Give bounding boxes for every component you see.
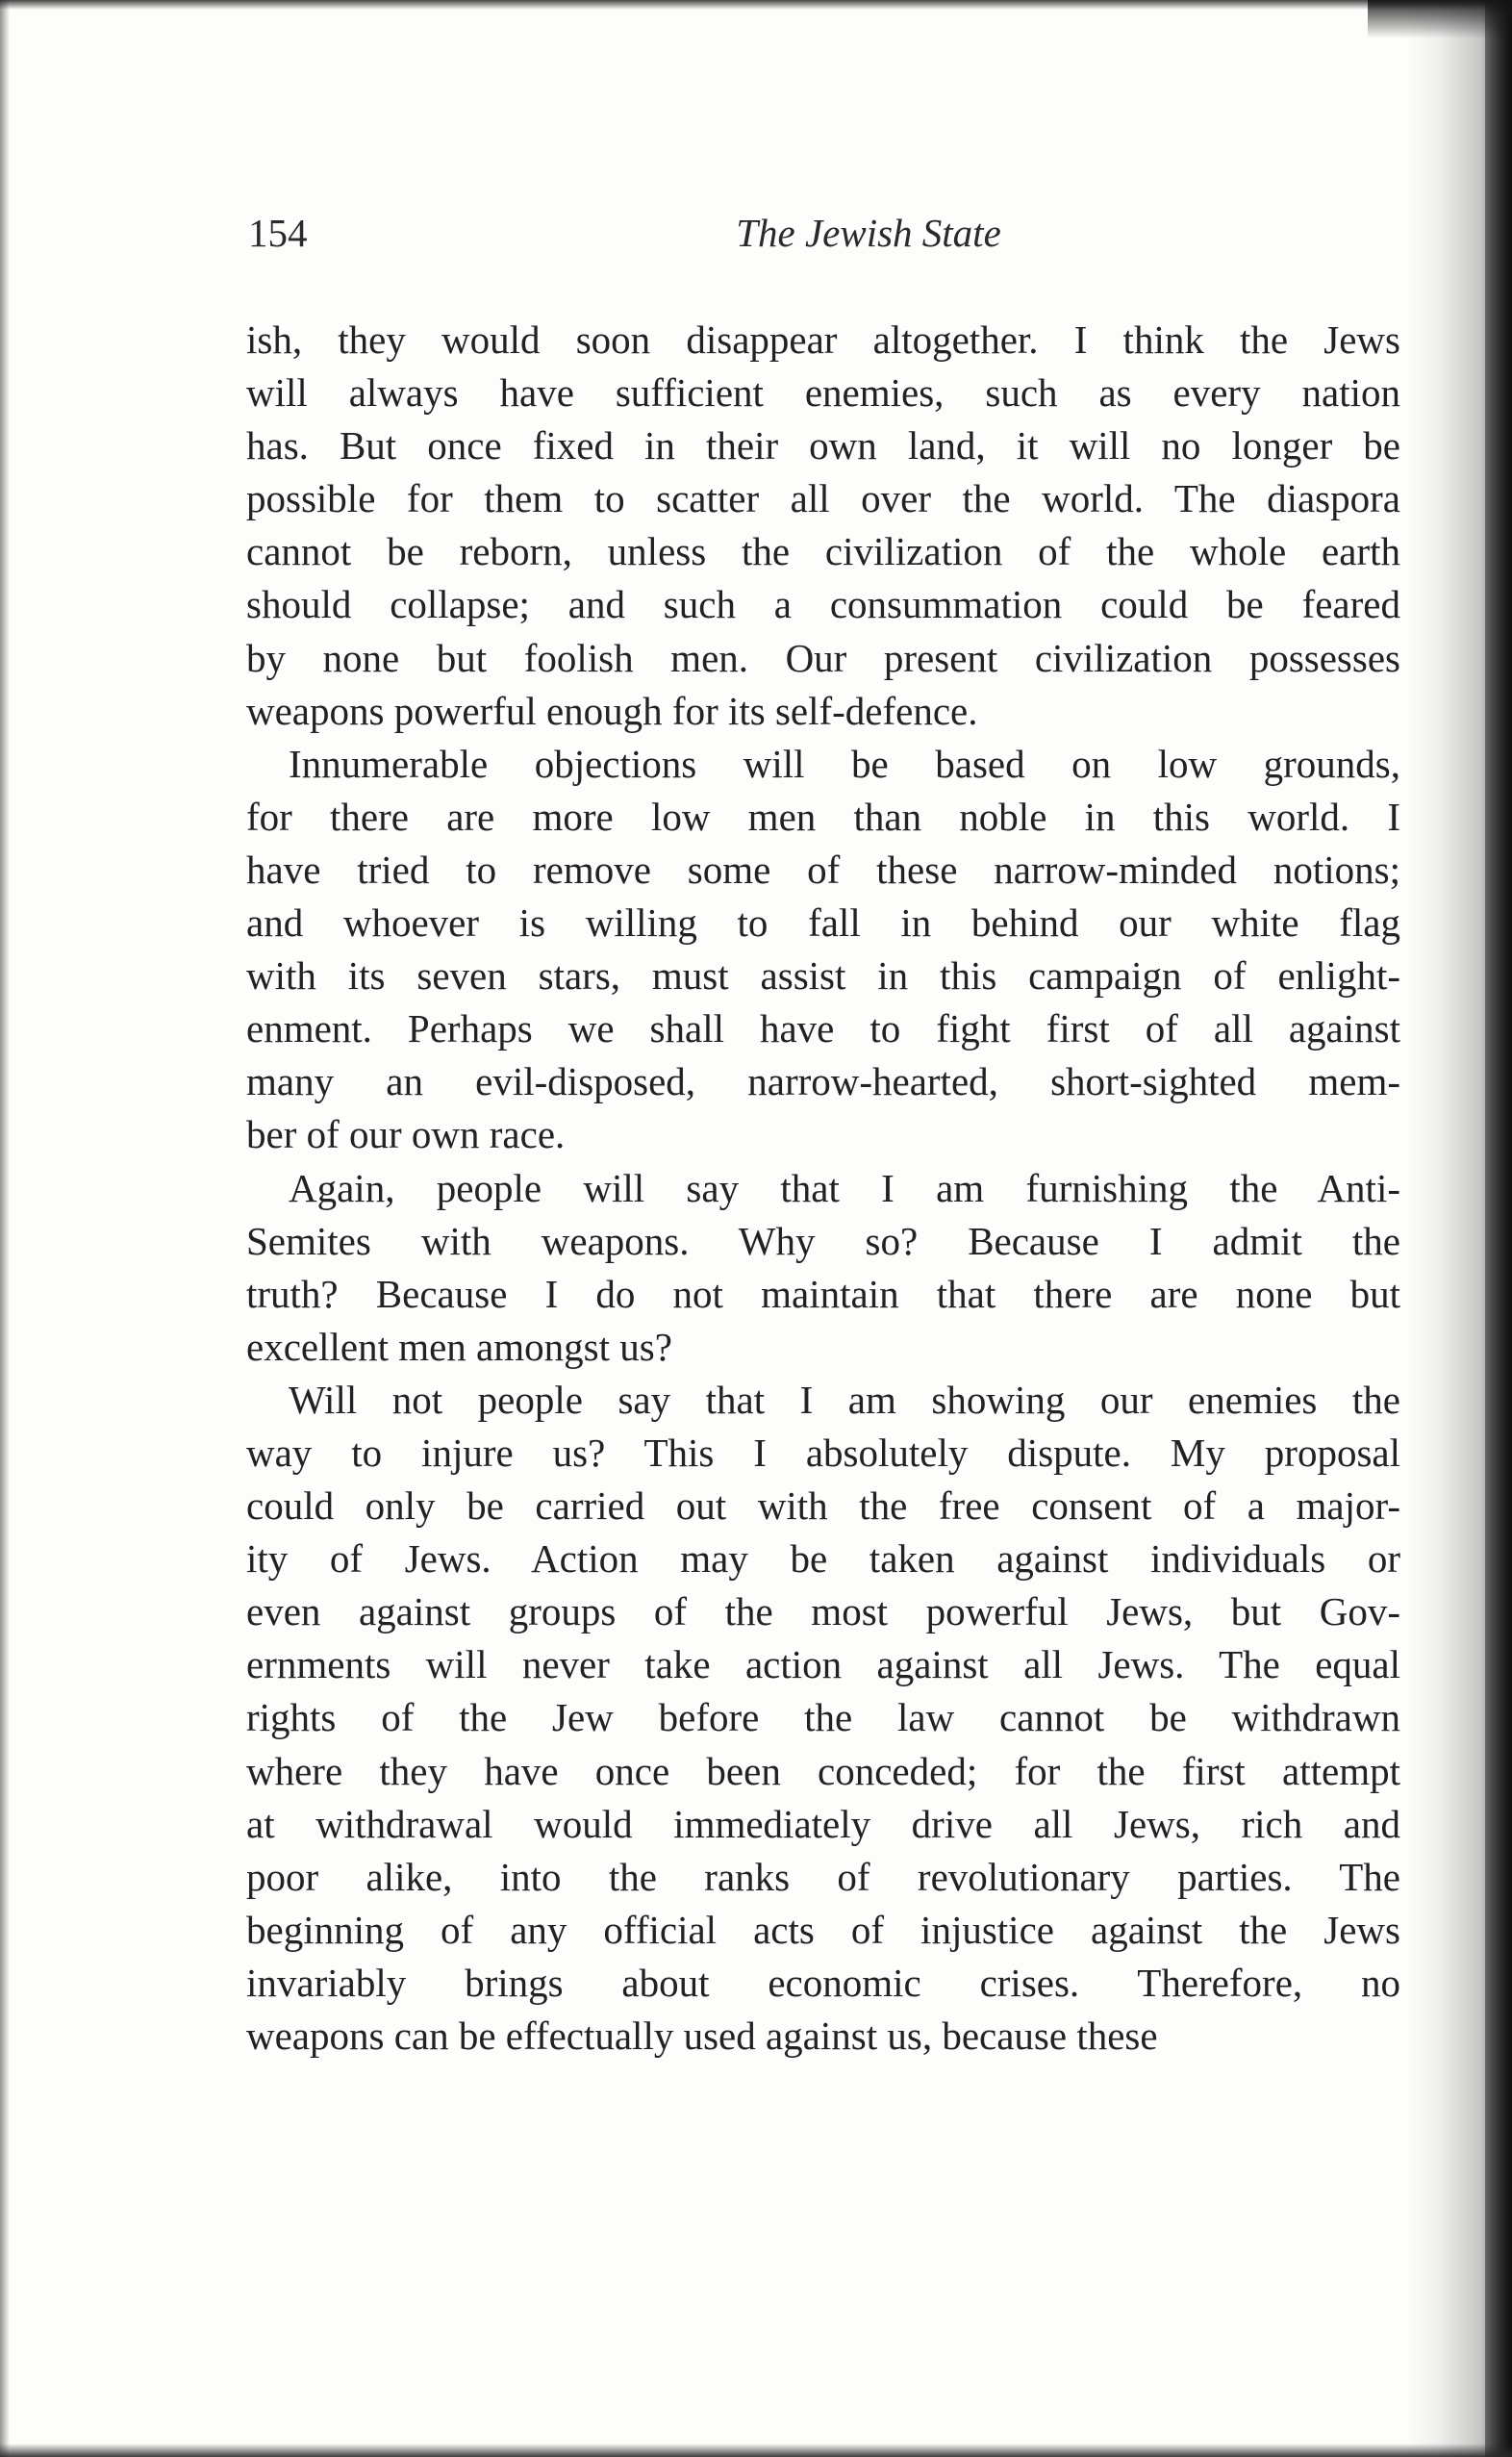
running-head [248, 210, 1408, 267]
text-line: ernments will never take action against all Jews. The equal [246, 1642, 1400, 1687]
text-line: have tried to remove some of these narrow-minded notions; [246, 847, 1400, 892]
text-line: Semites with weapons. Why so? Because I admit the [246, 1218, 1400, 1263]
text-line: beginning of any official acts of injustice against the Jews [246, 1907, 1400, 1952]
scan-edge-right [1485, 0, 1512, 2457]
text-line: many an evil-disposed, narrow-hearted, short-sighted mem- [246, 1059, 1400, 1104]
text-line: where they have once been conceded; for the first attempt [246, 1748, 1400, 1793]
text-line: ber of our own race. [246, 1112, 566, 1157]
text-line: possible for them to scatter all over the world. The diaspora [246, 476, 1400, 521]
text-line: truth? Because I do not maintain that there are none but [246, 1271, 1400, 1316]
text-line: cannot be reborn, unless the civilization of the whole earth [246, 529, 1400, 574]
text-line: will always have sufficient enemies, such as every nation [246, 370, 1400, 416]
text-line: Again, people will say that I am furnishing the Anti- [289, 1165, 1400, 1210]
paragraph [246, 1374, 1400, 2063]
text-line: and whoever is willing to fall in behind our white flag [246, 900, 1400, 946]
text-line: at withdrawal would immediately drive all Jews, rich and [246, 1801, 1400, 1846]
text-line: way to injure us? This I absolutely dispute. My proposal [246, 1430, 1400, 1475]
text-line: invariably brings about economic crises. Therefore, no [246, 1960, 1400, 2005]
text-line: should collapse; and such a consummation could be feared [246, 582, 1400, 627]
scan-edge-bottom [0, 2444, 1512, 2457]
text-line: weapons can be effectually used against us, because these [246, 2014, 1158, 2058]
paragraph [246, 1162, 1400, 1374]
text-line: has. But once fixed in their own land, it will no longer be [246, 423, 1400, 469]
paragraph [246, 738, 1400, 1162]
text-line: ity of Jews. Action may be taken against individuals or [246, 1536, 1400, 1582]
scan-edge-left [0, 0, 10, 2457]
text-line: could only be carried out with the free consent of a major- [246, 1483, 1400, 1529]
text-line: excellent men amongst us? [246, 1324, 672, 1369]
text-line: ish, they would soon disappear altogether. I think the Jews [246, 317, 1400, 362]
body-text [246, 314, 1400, 2063]
paragraph [246, 314, 1400, 738]
text-line: Innumerable objections will be based on low grounds, [289, 741, 1400, 786]
scan-edge-top [0, 0, 1512, 10]
text-line: by none but foolish men. Our present civilization possesses [246, 635, 1400, 680]
scan-edge-top-right [1368, 0, 1512, 38]
text-line: with its seven stars, must assist in this campaign of enlight- [246, 953, 1400, 999]
text-line: for there are more low men than noble in this world. I [246, 794, 1400, 839]
text-line: Will not people say that I am showing our enemies the [289, 1377, 1400, 1422]
text-line: rights of the Jew before the law cannot be withdrawn [246, 1695, 1400, 1740]
text-line: poor alike, into the ranks of revolutionary parties. The [246, 1854, 1400, 1899]
text-line: weapons powerful enough for its self-defence. [246, 688, 978, 733]
running-title: The Jewish State [736, 211, 1001, 255]
text-line: enment. Perhaps we shall have to fight first of all against [246, 1006, 1400, 1051]
text-line: even against groups of the most powerful Jews, but Gov- [246, 1589, 1400, 1634]
page-number: 154 [248, 211, 308, 255]
